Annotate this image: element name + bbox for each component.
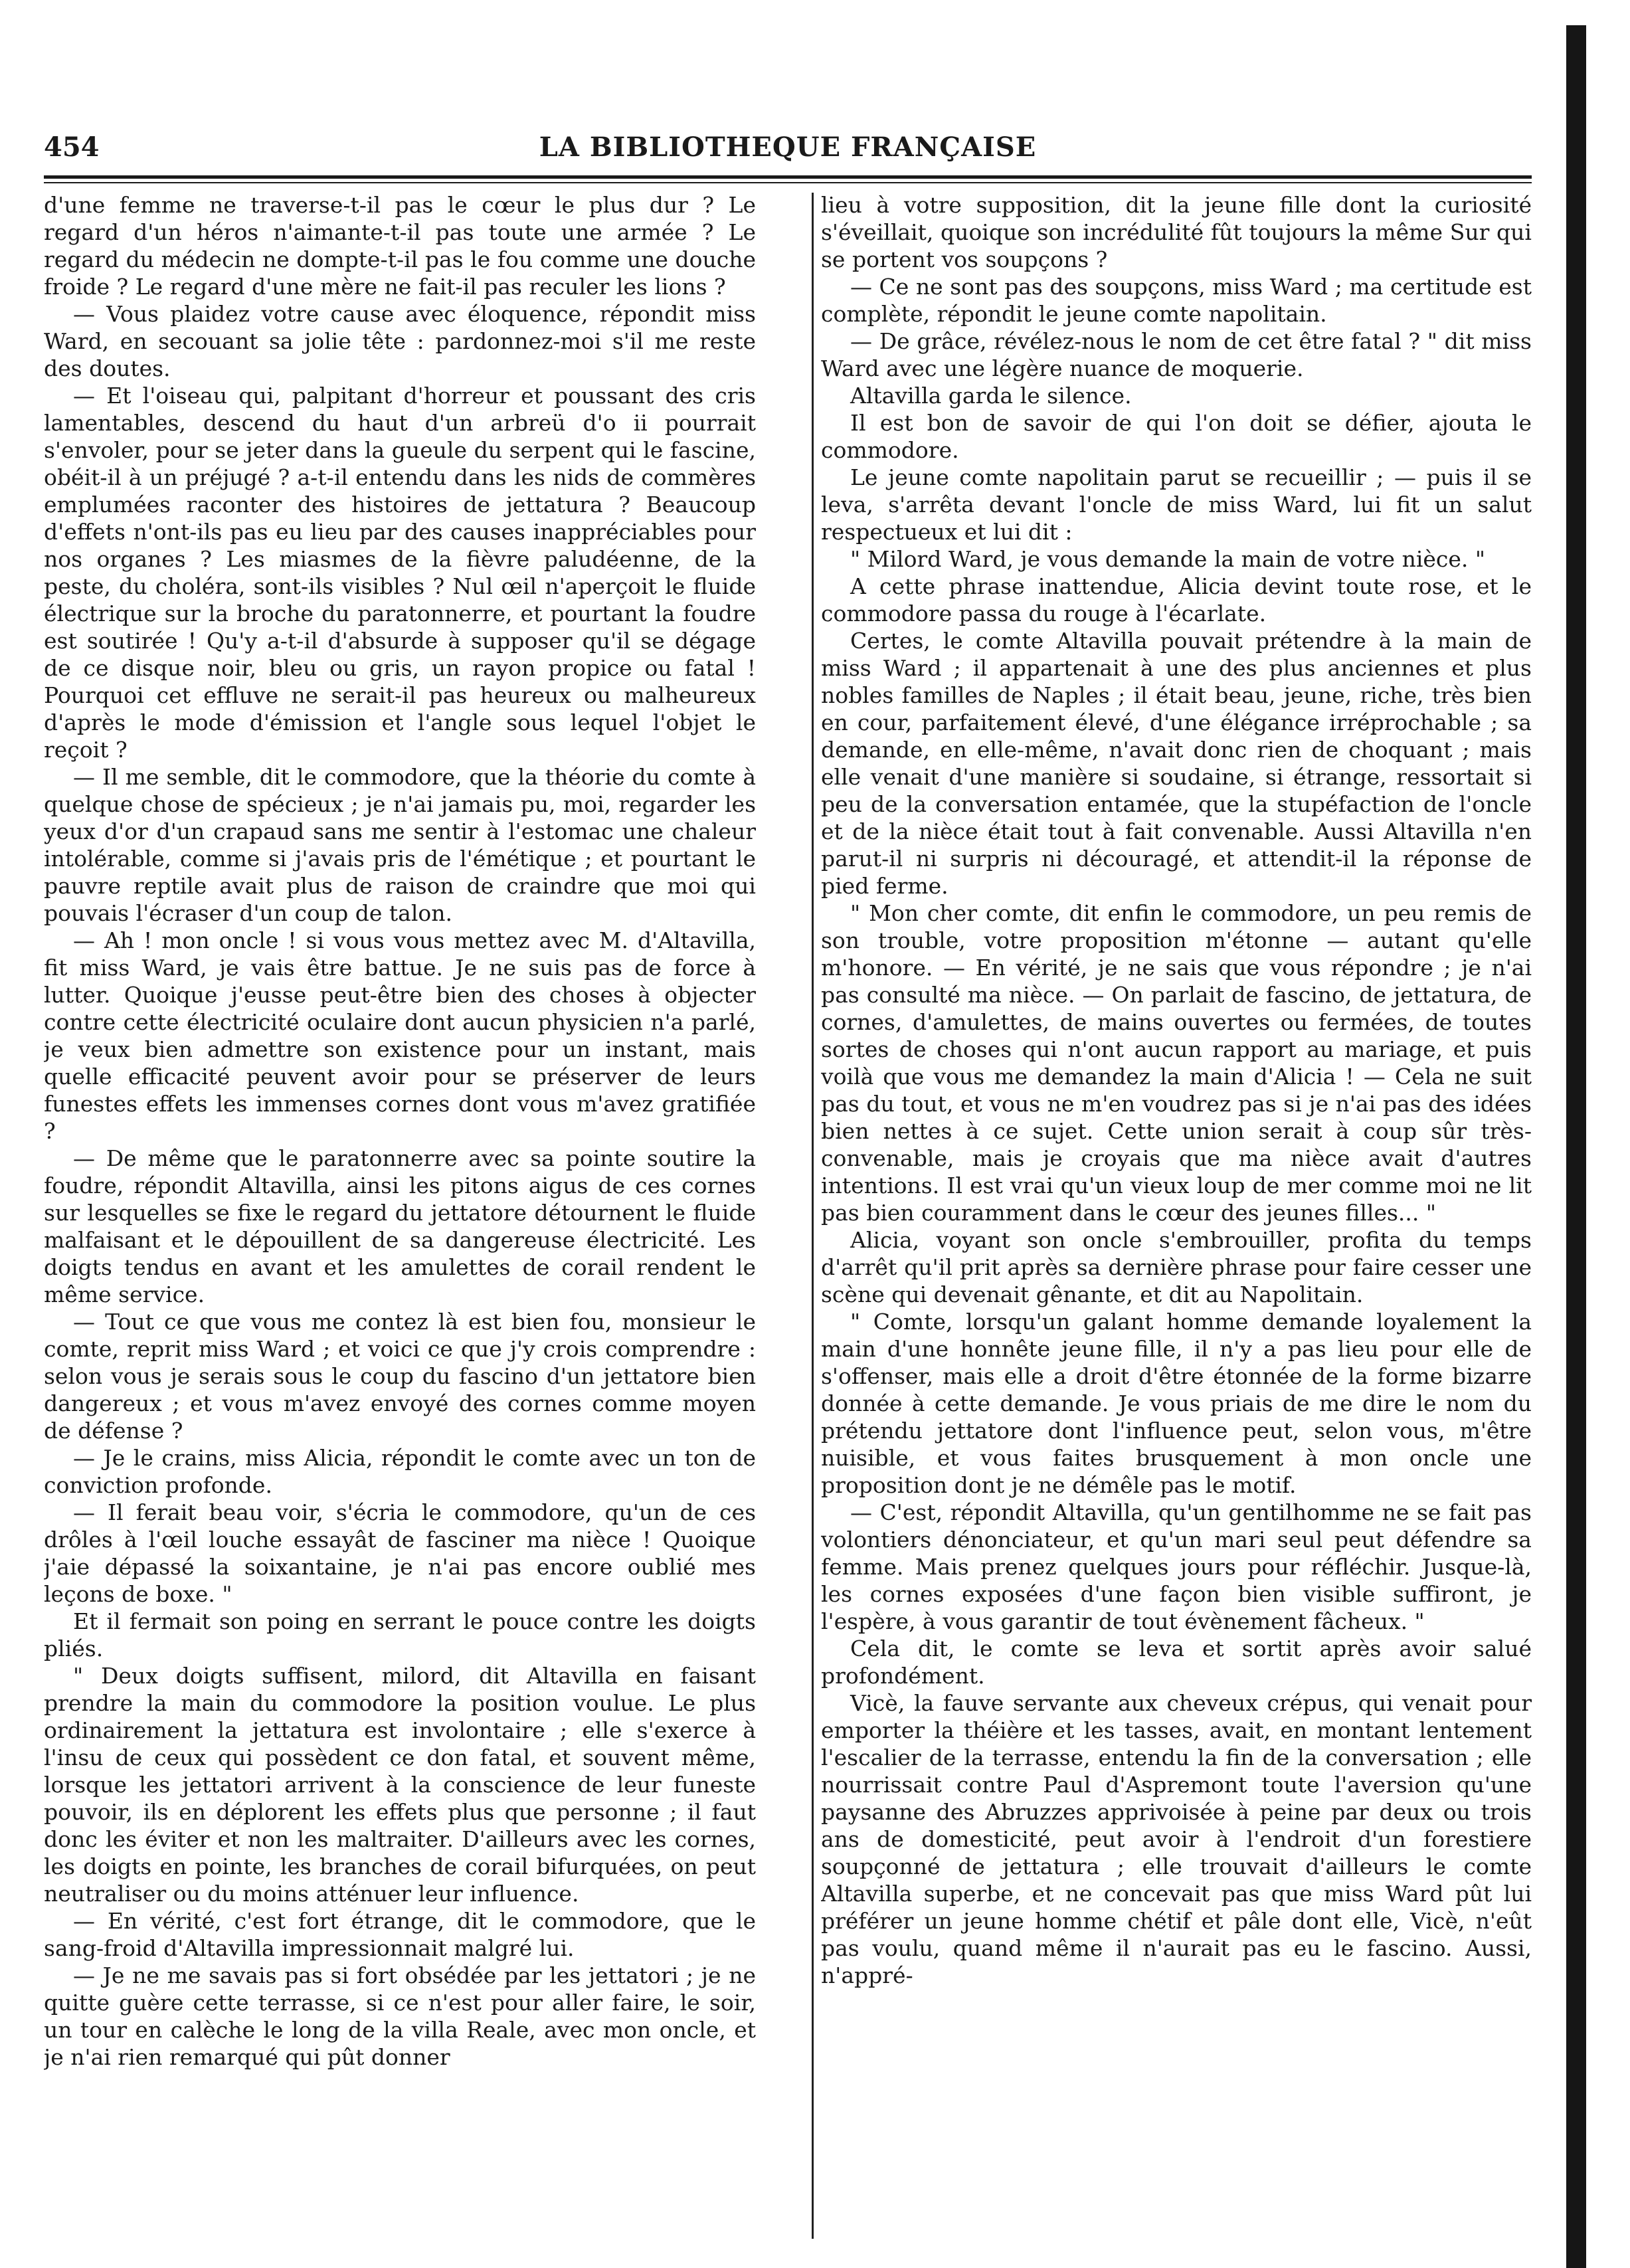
- paragraph: — Vous plaidez votre cause avec éloquence, répondit miss Ward, en secouant sa jolie tête : pardonnez-moi s'il me reste des doutes.: [44, 301, 756, 381]
- paragraph: — Il ferait beau voir, s'écria le commodore, qu'un de ces drôles à l'œil louche essayât de fasciner ma nièce ! Quoique j'aie dépassé la soixantaine, je n'ai pas encore oublié mes leçons de boxe. ": [44, 1499, 756, 1607]
- paragraph: " Comte, lorsqu'un galant homme demande loyalement la main d'une honnête jeune fille, il n'y a pas lieu pour elle de s'offenser, mais elle a droit d'être étonnée de la forme bizarre donnée à cette demande. Je vous priais de me dire le nom du prétendu jettatore dont l'influence peut, selon vous, m'être nuisible, et vous faites brusquement à mon oncle une proposition dont je ne démêle pas le motif.: [821, 1309, 1532, 1498]
- paragraph: " Deux doigts suffisent, milord, dit Altavilla en faisant prendre la main du commodore la position voulue. Le plus ordinairement la jettatura est involontaire ; elle s'exerce à l'insu de ceux qui possèdent ce don fatal, et souvent même, lorsque les jettatori arrivent à la conscience de leur funeste pouvoir, ils en déplorent les effets plus que personne ; il faut donc les éviter et non les maltraiter. D'ailleurs avec les cornes, les doigts en pointe, les branches de corail bifurquées, on peut neutraliser ou du moins atténuer leur influence.: [44, 1663, 756, 1907]
- paragraph: d'une femme ne traverse-t-il pas le cœur le plus dur ? Le regard d'un héros n'aimante-t-il pas toute une armée ? Le regard du médecin ne dompte-t-il pas le fou comme une douche froide ? Le regard d'une mère ne fait-il pas reculer les lions ?: [44, 192, 756, 300]
- running-title: LA BIBLIOTHEQUE FRANÇAISE: [539, 132, 1037, 163]
- paragraph: — Il me semble, dit le commodore, que la théorie du comte à quelque chose de spécieux ; je n'ai jamais pu, moi, regarder les yeux d'or d'un crapaud sans me sentir à l'estomac une chaleur intolérable, comme si j'avais pris de l'émétique ; et pourtant le pauvre reptile avait plus de raison de craindre que moi qui pouvais l'écraser d'un coup de talon.: [44, 764, 756, 926]
- paragraph: — C'est, répondit Altavilla, qu'un gentilhomme ne se fait pas volontiers dénonciateur, et qu'un mari seul peut défendre sa femme. Mais prenez quelques jours pour réfléchir. Jusque-là, les cornes exposées d'une façon bien visible suffiront, je l'espère, à vous garantir de tout évènement fâcheux. ": [821, 1499, 1532, 1634]
- paragraph: Et il fermait son poing en serrant le pouce contre les doigts pliés.: [44, 1608, 756, 1661]
- column-divider: [812, 193, 814, 2239]
- right-column: [821, 191, 1532, 2244]
- page-header: [44, 132, 1532, 171]
- paragraph: — Je ne me savais pas si fort obsédée par les jettatori ; je ne quitte guère cette terrasse, si ce n'est pour aller faire, le soir, un tour en calèche le long de la villa Reale, avec mon oncle, et je n'ai rien remarqué qui pût donner: [44, 1962, 756, 2070]
- header-rule-thin: [44, 182, 1532, 183]
- paragraph: Alicia, voyant son oncle s'embrouiller, profita du temps d'arrêt qu'il prit après sa dernière phrase pour faire cesser une scène qui devenait gênante, et dit au Napolitain.: [821, 1227, 1532, 1307]
- paragraph: Altavilla garda le silence.: [850, 383, 1132, 409]
- paragraph: — Ce ne sont pas des soupçons, miss Ward ; ma certitude est complète, répondit le jeune comte napolitain.: [821, 274, 1532, 327]
- paragraph: lieu à votre supposition, dit la jeune fille dont la curiosité s'éveillait, quoique son incrédulité fût toujours la même Sur qui se portent vos soupçons ?: [821, 192, 1532, 272]
- paragraph: — Tout ce que vous me contez là est bien fou, monsieur le comte, reprit miss Ward ; et voici ce que j'y crois comprendre : selon vous je serais sous le coup du fascino d'un jettatore bien dangereux ; et vous m'avez envoyé des cornes comme moyen de défense ?: [44, 1309, 756, 1444]
- scan-edge-bar: [1566, 25, 1586, 2268]
- paragraph: — De grâce, révélez-nous le nom de cet être fatal ? " dit miss Ward avec une légère nuance de moquerie.: [821, 328, 1532, 381]
- paragraph: Cela dit, le comte se leva et sortit après avoir salué profondément.: [821, 1636, 1532, 1689]
- paragraph: Vicè, la fauve servante aux cheveux crépus, qui venait pour emporter la théière et les tasses, avait, en montant lentement l'escalier de la terrasse, entendu la fin de la conversation ; elle nourrissait contre Paul d'Aspremont toute l'aversion qu'une paysanne des Abruzzes apprivoisée à peine par deux ou trois ans de domesticité, peut avoir à l'endroit d'un forestiere soupçonné de jettatura ; elle trouvait d'ailleurs le comte Altavilla superbe, et ne concevait pas que miss Ward pût lui préférer un jeune homme chétif et pâle dont elle, Vicè, n'eût pas voulu, quand même il n'aurait pas eu le fascino. Aussi, n'appré-: [821, 1690, 1532, 1988]
- header-rule-thick: [44, 175, 1532, 179]
- paragraph: — En vérité, c'est fort étrange, dit le commodore, que le sang-froid d'Altavilla impressionnait malgré lui.: [44, 1908, 756, 1961]
- paragraph: A cette phrase inattendue, Alicia devint toute rose, et le commodore passa du rouge à l'écarlate.: [821, 573, 1532, 626]
- paragraph: — Et l'oiseau qui, palpitant d'horreur et poussant des cris lamentables, descend du haut d'un arbreü d'o ii pourrait s'envoler, pour se jeter dans la gueule du serpent qui le fascine, obéit-il à un préjugé ? a-t-il entendu dans les nids de commères emplumées raconter des histoires de jettatura ? Beaucoup d'effets n'ont-ils pas eu lieu par des causes inappréciables pour nos organes ? Les miasmes de la fièvre paludéenne, de la peste, du choléra, sont-ils visibles ? Nul œil n'aperçoit le fluide électrique sur la broche du paratonnerre, et pourtant la foudre est soutirée ! Qu'y a-t-il d'absurde à supposer qu'il se dégage de ce disque noir, bleu ou gris, un rayon propice ou fatal ! Pourquoi cet effluve ne serait-il pas heureux ou malheureux d'après le mode d'émission et l'angle sous lequel l'objet le reçoit ?: [44, 383, 756, 763]
- paragraph: — De même que le paratonnerre avec sa pointe soutire la foudre, répondit Altavilla, ainsi les pitons aigus de ces cornes sur lesquelles se fixe le regard du jettatore détournent le fluide malfaisant et le dépouillent de sa dangereuse électricité. Les doigts tendus en avant et les amulettes de corail rendent le même service.: [44, 1145, 756, 1307]
- paragraph: Il est bon de savoir de qui l'on doit se défier, ajouta le commodore.: [821, 410, 1532, 463]
- page-number: 454: [44, 132, 100, 163]
- paragraph: Certes, le comte Altavilla pouvait prétendre à la main de miss Ward ; il appartenait à une des plus anciennes et plus nobles familles de Naples ; il était beau, jeune, riche, très bien en cour, parfaitement élevé, d'une élégance irréprochable ; sa demande, en elle-même, n'avait donc rien de choquant ; mais elle venait d'une manière si soudaine, si étrange, ressortait si peu de la conversation entamée, que la stupéfaction de l'oncle et de la nièce était tout à fait convenable. Aussi Altavilla n'en parut-il ni surpris ni découragé, et attendit-il la réponse de pied ferme.: [821, 628, 1532, 899]
- paragraph: Le jeune comte napolitain parut se recueillir ; — puis il se leva, s'arrêta devant l'oncle de miss Ward, lui fit un salut respectueux et lui dit :: [821, 464, 1532, 545]
- paragraph: — Je le crains, miss Alicia, répondit le comte avec un ton de conviction profonde.: [44, 1445, 756, 1498]
- left-column: [44, 191, 756, 2244]
- paragraph: " Milord Ward, je vous demande la main de votre nièce. ": [850, 546, 1486, 572]
- paragraph: — Ah ! mon oncle ! si vous vous mettez avec M. d'Altavilla, fit miss Ward, je vais être battue. Je ne suis pas de force à lutter. Quoique j'eusse peut-être bien des choses à objecter contre cette électricité oculaire dont aucun physicien n'a parlé, je veux bien admettre son existence pour un instant, mais quelle efficacité peuvent avoir pour se préserver de leurs funestes effets les immenses cornes dont vous m'avez gratifiée ?: [44, 927, 756, 1144]
- paragraph: " Mon cher comte, dit enfin le commodore, un peu remis de son trouble, votre proposition m'étonne — autant qu'elle m'honore. — En vérité, je ne sais que vous répondre ; je n'ai pas consulté ma nièce. — On parlait de fascino, de jettatura, de cornes, d'amulettes, de mains ouvertes ou fermées, de toutes sortes de choses qui n'ont aucun rapport au mariage, et puis voilà que vous me demandez la main d'Alicia ! — Cela ne suit pas du tout, et vous ne m'en voudrez pas si je n'ai pas des idées bien nettes à ce sujet. Cette union serait à coup sûr très-convenable, mais je croyais que ma nièce avait d'autres intentions. Il est vrai qu'un vieux loup de mer comme moi ne lit pas bien couramment dans le cœur des jeunes filles... ": [821, 900, 1532, 1226]
